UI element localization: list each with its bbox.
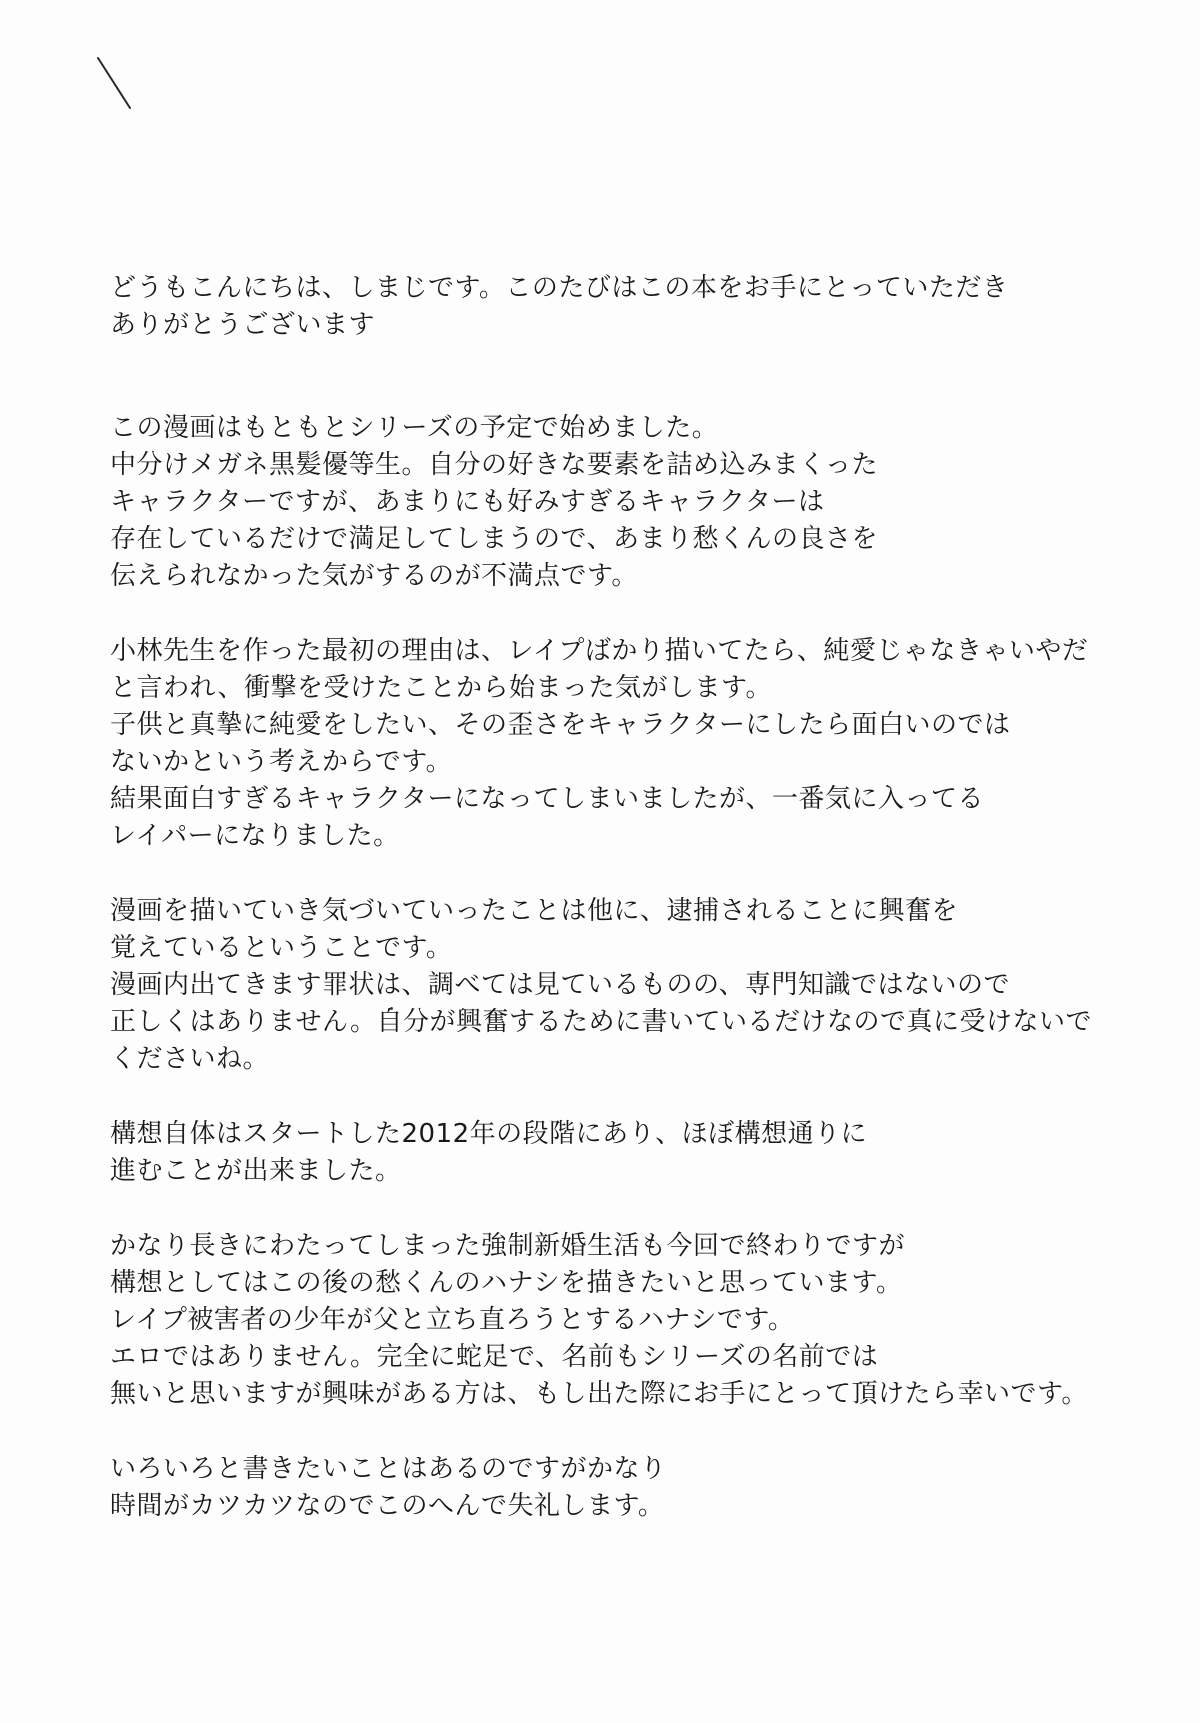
afterword-text xyxy=(110,270,1170,1525)
text-line: 中分けメガネ黒髪優等生。自分の好きな要素を詰め込みまくった xyxy=(110,450,878,480)
text-line: ありがとうございます xyxy=(110,310,376,340)
paragraph-series xyxy=(110,410,1170,595)
paragraph-notice xyxy=(110,893,1170,1078)
text-line: エロではありません。完全に蛇足で、名前もシリーズの名前では xyxy=(110,1342,879,1372)
text-line: 漫画内出てきます罪状は、調べては見ているものの、専門知識ではないので xyxy=(110,970,1010,1000)
paragraph-closing xyxy=(110,1451,1170,1525)
text-line: ないかという考えからです。 xyxy=(110,747,453,777)
pen-stroke-mark xyxy=(0,0,160,130)
text-line: くださいね。 xyxy=(110,1044,270,1074)
text-line: 無いと思いますが興味がある方は、もし出た際にお手にとって頂けたら幸いです。 xyxy=(110,1379,1088,1409)
text-line: 覚えているということです。 xyxy=(110,933,453,963)
paragraph-greeting xyxy=(110,270,1170,344)
paragraph-concept xyxy=(110,1116,1170,1190)
text-line: 伝えられなかった気がするのが不満点です。 xyxy=(110,561,638,591)
text-line: キャラクターですが、あまりにも好みすぎるキャラクターは xyxy=(110,487,825,517)
text-line: この漫画はもともとシリーズの予定で始めました。 xyxy=(110,413,719,443)
text-line: 子供と真摯に純愛をしたい、その歪さをキャラクターにしたら面白いのでは xyxy=(110,710,1011,740)
paragraph-next-story xyxy=(110,1228,1170,1413)
text-line: 構想としてはこの後の愁くんのハナシを描きたいと思っています。 xyxy=(110,1268,903,1298)
text-line: いろいろと書きたいことはあるのですがかなり xyxy=(110,1454,667,1484)
text-line: 時間がカツカツなのでこのへんで失礼します。 xyxy=(110,1491,665,1521)
text-line: 結果面白すぎるキャラクターになってしまいましたが、一番気に入ってる xyxy=(110,784,984,814)
text-line: と言われ、衝撃を受けたことから始まった気がします。 xyxy=(110,673,772,703)
text-line: 小林先生を作った最初の理由は、レイプばかり描いてたら、純愛じゃなきゃいやだ xyxy=(110,636,1089,666)
text-line: 構想自体はスタートした2012年の段階にあり、ほぼ構想通りに xyxy=(110,1119,868,1149)
text-line: どうもこんにちは、しまじです。このたびはこの本をお手にとっていただき xyxy=(110,273,1009,303)
text-line: 漫画を描いていき気づいていったことは他に、逮捕されることに興奮を xyxy=(110,896,959,926)
text-line: レイパーになりました。 xyxy=(110,821,400,851)
text-line: 存在しているだけで満足してしまうので、あまり愁くんの良さを xyxy=(110,524,878,554)
text-line: レイプ被害者の少年が父と立ち直ろうとするハナシです。 xyxy=(110,1305,795,1335)
paragraph-kobayashi xyxy=(110,633,1170,855)
text-line: 進むことが出来ました。 xyxy=(110,1156,402,1186)
text-line: 正しくはありません。自分が興奮するために書いているだけなので真に受けないで xyxy=(110,1007,1093,1037)
text-line: かなり長きにわたってしまった強制新婚生活も今回で終わりですが xyxy=(110,1231,906,1261)
